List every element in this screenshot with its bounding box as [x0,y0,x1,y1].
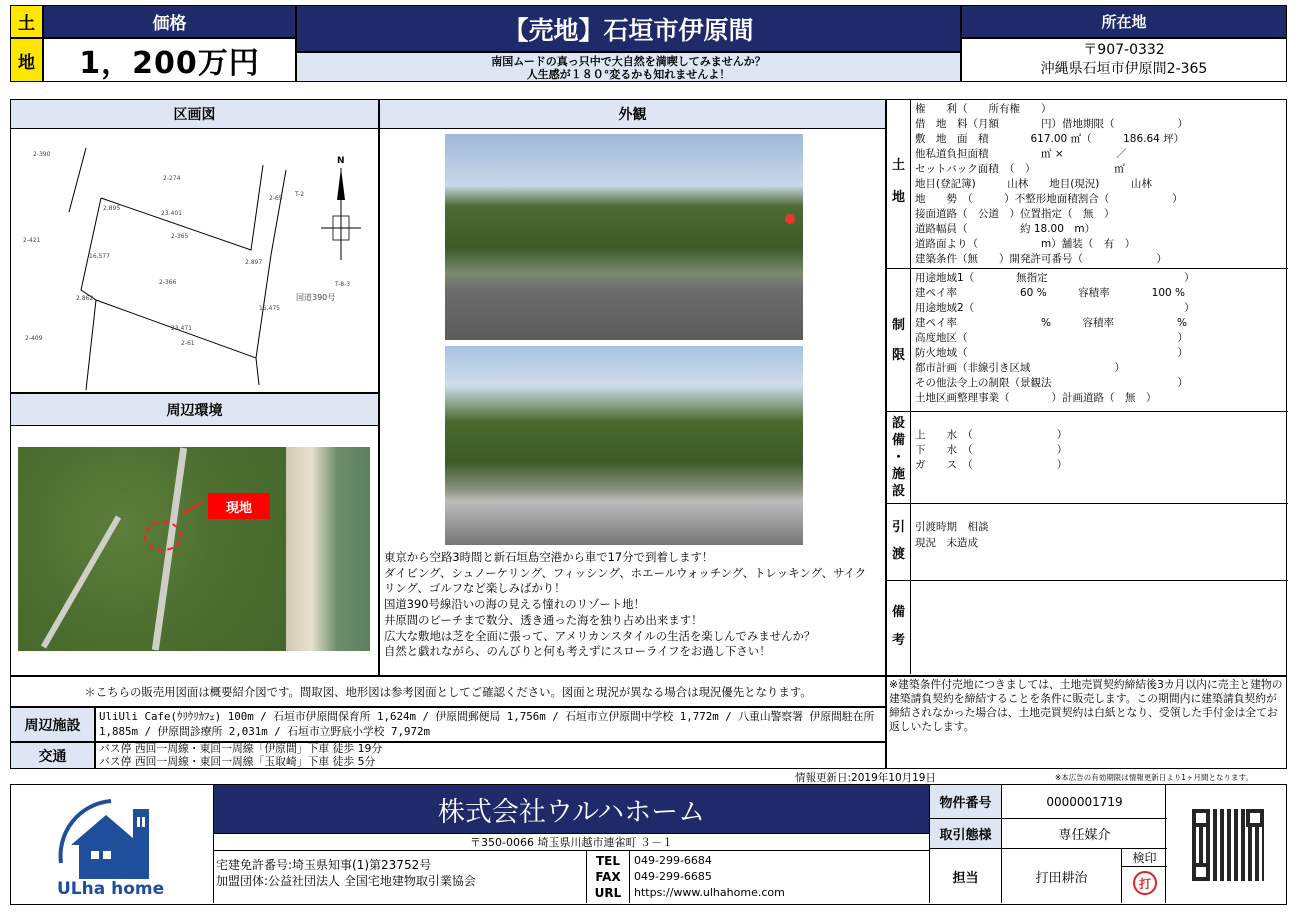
transport-label: 交通 [10,742,95,769]
handover-section [887,504,1288,581]
restriction-row: その他法令上の制限（景観法 ） [915,377,1188,389]
property-id-label: 物件番号 [930,785,1002,819]
description-line: 自然と戯れながら、のんびりと何も考えずにスローライフをお過し下さい！ [384,644,771,659]
site-marker: 現地 [208,493,270,519]
label-char: 設 [891,416,905,431]
label-char: ・ [891,450,905,465]
remarks-section [887,581,1288,674]
restriction-row: 防火地域（ ） [915,347,1188,359]
plot-label: 2.895 [103,205,121,212]
handover-rows [915,504,1285,581]
facility-label [887,412,911,504]
description [384,550,884,660]
price-value: 1，200万円 [43,38,296,82]
plot-label: 2-421 [23,237,41,244]
spec-table [886,99,1287,676]
label-char: 施 [891,467,905,482]
description-line: 井原間のビーチまで数分、透き通った海を独り占め出来ます！ [384,612,703,627]
area-map[interactable] [18,447,370,651]
land-rows [915,100,1285,269]
marker-arrow [182,502,202,515]
plot-label: 23.401 [161,210,182,217]
contact-values [634,853,785,901]
handover-label [887,504,911,581]
land-row: 地目(登記簿) 山林 地目(現況) 山林 [915,178,1152,190]
restriction-row: 用途地域1（ 無指定 ） [915,272,1195,284]
property-info [929,785,1166,903]
seal-label: 検印 [1122,849,1167,867]
plot-label: 15.475 [259,305,280,312]
label-char: 備 [891,605,905,620]
postal-code: 〒907-0332 [1083,42,1165,58]
plot-label: T-8-3 [335,281,351,288]
listing-title: 【売地】石垣市伊原間 [296,5,961,52]
plot-label: 23.471 [171,325,192,332]
description-line: 広大な敷地は芝を全面に張って、アメリカンスタイルの生活を楽しんでみませんか？ [384,628,816,643]
plot-heading: 区画図 [11,100,378,129]
facility-rows [915,412,1285,504]
catch-copy [296,52,961,82]
land-row: 権 利（ 所有権 ） [915,103,1052,115]
plot-label: 2-274 [163,175,181,182]
staff-label: 担当 [930,849,1002,903]
plot-label: 2.862 [76,295,94,302]
facility-row: 上 水 （ ） [915,429,1068,441]
compass-icon [321,156,361,260]
road-sign-icon [785,214,795,224]
restriction-row: 建ペイ率 60 % 容積率 100 % [915,287,1186,299]
transport-line: バス停 西回一周線・東回一周線「玉取崎」下車 徒歩 5分 [99,754,376,768]
land-row: 道路幅員（ 約 18.00 m） [915,223,1096,235]
land-row: 借 地 料（月額 円）借地期限（ ） [915,118,1188,130]
exterior-heading: 外観 [380,100,885,129]
kind-char-1: 土 [10,5,43,38]
price-label: 価格 [43,5,296,38]
handover-row: 現況 未造成 [915,537,978,549]
description-line: ダイビング、シュノーケリング、フィッシング、ホエールウォッチング、トレッキング、サイク [384,565,867,580]
land-row: セットバック面積 （ ） ㎡ [915,163,1125,175]
label-char: 土 [891,158,905,173]
land-row: 敷 地 面 積 617.00 ㎡（ 186.64 坪） [915,133,1185,145]
company-address: 〒350-0066 埼玉県川越市連雀町 ３－１ [214,834,929,851]
plot-label: 2-65 [269,195,283,202]
label-char: 設 [891,484,905,499]
condition-note: ※建築条件付売地につきましては、土地売買契約締結後3カ月以内に売主と建物の建築請負契約を締結することを条件に販売します。この期間内に建築請負契約が締結されなかった場合は、土地売買契約は白紙となり、受領した手付金は全てお返しいたします。 [886,676,1287,769]
road [41,516,121,649]
land-row: 接面道路（ 公道 ）位置指定（ 無 ） [915,208,1115,220]
plot-diagram [11,130,377,390]
facility-row: 下 水 （ ） [915,444,1068,456]
plot-label: 16.577 [89,253,110,260]
boundary-line [81,198,101,390]
seal-stamp: 打 [1133,871,1157,895]
website-link[interactable]: https://www.ulhahome.com [634,886,785,899]
location-box [961,38,1287,82]
label-char: 地 [891,190,905,205]
restriction-row: 建ペイ率 % 容積率 % [915,317,1187,329]
contact-labels [586,851,630,903]
label-char: 引 [891,520,905,535]
qr-code-icon[interactable] [1192,809,1264,881]
license-number: 宅建免許番号:埼玉県知事(1)第23752号 [216,858,432,872]
site-circle [144,521,182,551]
coastline [286,447,370,651]
land-label [887,100,911,269]
handover-row: 引渡時期 相談 [915,521,989,533]
land-row: 他私道負担面積 ㎡ × ／ [915,148,1127,160]
validity-note: ※本広告の有効期限は情報更新日より1ヶ月間となります。 [1055,773,1253,782]
transport-line: バス停 西回一周線・東回一周線「伊原間」下車 徒歩 19分 [99,742,383,755]
description-line: 東京から空路3時間と新石垣島空港から車で17分で到着します！ [384,550,714,564]
environment-panel [10,393,379,676]
plot-label: 2-366 [159,279,177,286]
company-name: 株式会社ウルハホーム [214,785,929,834]
land-row: 地 勢 （ ）不整形地面積割合（ ） [915,193,1183,205]
plot-panel [10,99,379,393]
fax-label: FAX [595,870,621,884]
plot-label: 2-61 [181,340,195,347]
nearby-label: 周辺施設 [10,707,95,742]
company-license-box [216,857,476,889]
transport-box [95,742,886,769]
diagram-note: ＊こちらの販売用図面は概要紹介図です。間取図、地形図は参考図面としてご確認ください。図面と現況が異なる場合は現況優先となります。 [10,676,886,707]
house-logo-icon [51,793,171,883]
label-char: 限 [891,348,905,363]
restriction-row: 用途地域2（ ） [915,302,1195,314]
company-logo [11,785,214,903]
land-row: 道路面より（ m）舗装（ 有 ） [915,238,1136,250]
exterior-panel [379,99,886,676]
nearby-text: UliUli Cafe(ｳﾘｳﾘｶﾌｪ) 100m / 石垣市伊原間保育所 1,624m / 伊原間郵便局 1,756m / 石垣市立伊原間中学校 1,772m / 八重山警察署 伊原間駐在所 1,885m / 伊原間診療所 2,031m / 石垣市立野底小学校 7,972m [95,707,886,742]
property-id: 0000001719 [1002,785,1167,819]
north-label: N [337,156,345,166]
tel-label: TEL [595,854,621,868]
logo-text: ULha home [57,879,165,899]
restriction-section [887,269,1288,412]
facility-section [887,412,1288,504]
label-char: 備 [891,433,905,448]
exterior-photo-2[interactable] [445,346,803,545]
road-label: 国道390号 [296,293,336,302]
deal-type-label: 取引態様 [930,819,1002,849]
plot-label: 2.897 [245,259,263,266]
restriction-label [887,269,911,412]
boundary-line [256,358,259,385]
address: 沖縄県石垣市伊原間2-365 [1040,61,1208,77]
boundary-line [271,170,286,255]
fax-number: 049-299-6685 [634,870,712,883]
footer [10,784,1287,905]
catch-line-1: 南国ムードの真っ只中で大自然を満喫してみませんか？ [491,55,766,68]
land-row: 建築条件（無 ）開発許可番号（ ） [915,253,1167,265]
remarks-label [887,581,911,674]
tel-number[interactable]: 049-299-6684 [634,854,712,867]
label-char: 渡 [891,547,905,562]
plot-label: T-2 [295,191,305,198]
kind-char-2: 地 [10,38,43,82]
plot-label: 2-409 [25,335,43,342]
label-char: 制 [891,318,905,333]
catch-line-2: 人生感が１８０°変るかも知れませんよ！ [526,68,731,81]
deal-type: 専任媒介 [1002,819,1167,849]
update-date: 情報更新日:2019年10月19日 [795,772,936,784]
land-section [887,100,1288,269]
exterior-photo-1[interactable] [445,134,803,340]
description-line: リング、ゴルフなど楽しみばかり！ [384,581,566,596]
restriction-row: 土地区画整理事業（ ）計画道路（ 無 ） [915,392,1157,404]
description-line: 国道390号線沿いの海の見える憧れのリゾート地！ [384,597,645,612]
label-char: 考 [891,633,905,648]
restriction-row: 都市計画（非線引き区域 ） [915,362,1125,374]
url-label: URL [594,886,622,900]
plot-label: 2-390 [33,151,51,158]
environment-heading: 周辺環境 [11,394,378,426]
restriction-rows [915,269,1285,412]
staff-name: 打田耕治 [1002,849,1122,903]
association: 加盟団体:公益社団法人 全国宅地建物取引業協会 [216,874,476,888]
plot-label: 2-365 [171,233,189,240]
restriction-row: 高度地区（ ） [915,332,1188,344]
location-label: 所在地 [961,5,1287,38]
boundary-line [69,148,86,212]
facility-row: ガ ス （ ） [915,459,1068,471]
